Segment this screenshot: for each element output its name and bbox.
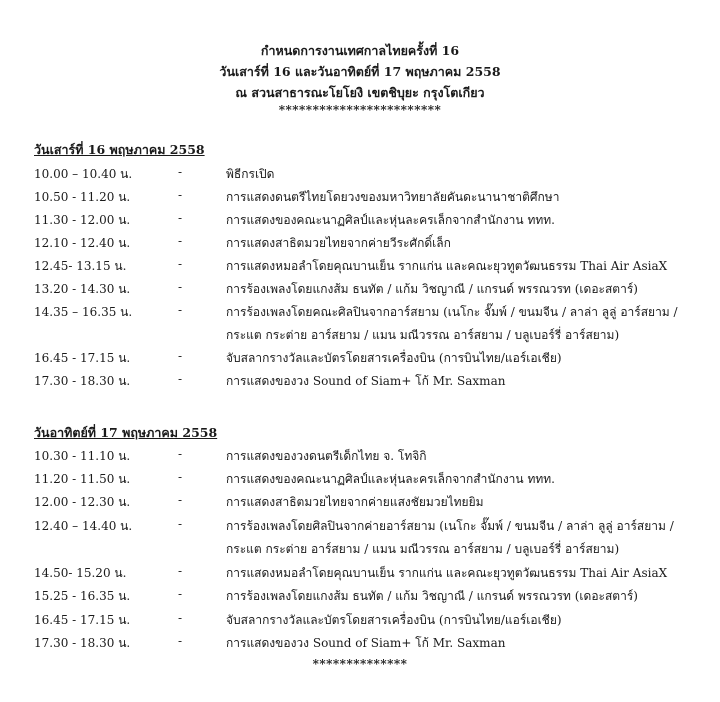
header-separator: ************************: [278, 103, 442, 117]
document-header: [0, 40, 720, 117]
row-time: 10.30 - 11.10 น.: [34, 449, 131, 463]
row-time: 14.35 – 16.35 น.: [34, 305, 133, 319]
row-time: 17.30 - 18.30 น.: [34, 374, 131, 388]
header-venue: ณ สวนสาธารณะโยโยงิ เขตชิบุยะ กรุงโตเกียว: [235, 85, 485, 100]
row-dash: -: [178, 517, 183, 531]
row-dash: -: [178, 611, 183, 625]
row-event: การแสดงดนตรีไทยโดยวงของมหาวิทยาลัยคันดะนานาชาติศึกษา: [226, 190, 560, 204]
schedule-row: [0, 493, 720, 513]
row-time: 12.00 - 12.30 น.: [34, 495, 131, 509]
row-event: การแสดงหมอลำโดยคุณบานเย็น รากแก่น และคณะยุวทูตวัฒนธรรม Thai Air AsiaX: [226, 566, 668, 580]
row-time: 15.25 - 16.35 น.: [34, 589, 131, 603]
row-event: พิธีกรเปิด: [226, 167, 275, 181]
row-event: การแสดงหมอลำโดยคุณบานเย็น รากแก่น และคณะยุวทูตวัฒนธรรม Thai Air AsiaX: [226, 259, 668, 273]
row-event: การแสดงของคณะนาฏศิลป์และหุ่นละครเล็กจากสำนักงาน ททท.: [226, 472, 555, 486]
header-dates: วันเสาร์ที่ 16 และวันอาทิตย์ที่ 17 พฤษภาคม 2558: [219, 64, 501, 79]
footer-separator: **************: [312, 657, 408, 671]
row-dash: -: [178, 493, 183, 507]
row-dash: -: [178, 587, 183, 601]
row-dash: -: [178, 372, 183, 386]
schedule-row: [0, 349, 720, 369]
row-dash: -: [178, 564, 183, 578]
row-event-continued: กระแต กระต่าย อาร์สยาม / แมน มณีวรรณ อาร์สยาม / บลูเบอร์รี่ อาร์สยาม): [226, 328, 620, 342]
row-event: การร้องเพลงโดยแกงส้ม ธนทัต / แก้ม วิชญาณี / แกรนด์ พรรณวรท (เดอะสตาร์): [226, 589, 638, 603]
row-event: การแสดงของวง Sound of Siam+ โก้ Mr. Saxman: [226, 374, 506, 388]
schedule-row: [0, 303, 720, 347]
schedule-row: [0, 587, 720, 607]
row-time: 16.45 - 17.15 น.: [34, 613, 131, 627]
day1-title: วันเสาร์ที่ 16 พฤษภาคม 2558: [34, 142, 205, 157]
row-time: 12.45- 13.15 น.: [34, 259, 127, 273]
row-event: การแสดงของวงดนตรีเด็กไทย จ. โทจิกิ: [226, 449, 427, 463]
row-event: การแสดงสาธิตมวยไทยจากค่ายแสงชัยมวยไทยยิม: [226, 495, 484, 509]
row-dash: -: [178, 188, 183, 202]
schedule-row: [0, 517, 720, 561]
schedule-row: [0, 372, 720, 392]
row-event: การแสดงของวง Sound of Siam+ โก้ Mr. Saxman: [226, 636, 506, 650]
row-time: 12.40 – 14.40 น.: [34, 519, 133, 533]
row-event: การแสดงสาธิตมวยไทยจากค่ายวีระศักดิ์เล็ก: [226, 236, 451, 250]
row-time: 17.30 - 18.30 น.: [34, 636, 131, 650]
row-dash: -: [178, 211, 183, 225]
row-event: การร้องเพลงโดยศิลปินจากค่ายอาร์สยาม (เนโกะ จั๊มพ์ / ขนมจีน / ลาล่า ลูลู่ อาร์สยาม /: [226, 519, 674, 533]
row-dash: -: [178, 234, 183, 248]
row-dash: -: [178, 303, 183, 317]
row-dash: -: [178, 470, 183, 484]
schedule-row: [0, 280, 720, 300]
row-time: 10.50 - 11.20 น.: [34, 190, 131, 204]
schedule-row: [0, 564, 720, 584]
row-time: 14.50- 15.20 น.: [34, 566, 127, 580]
row-dash: -: [178, 349, 183, 363]
row-time: 11.30 - 12.00 น.: [34, 213, 131, 227]
row-dash: -: [178, 634, 183, 648]
row-time: 12.10 - 12.40 น.: [34, 236, 131, 250]
row-dash: -: [178, 280, 183, 294]
row-event: การแสดงของคณะนาฏศิลป์และหุ่นละครเล็กจากสำนักงาน ททท.: [226, 213, 555, 227]
header-title: กำหนดการงานเทศกาลไทยครั้งที่ 16: [260, 43, 460, 58]
row-event: จับสลากรางวัลและบัตรโดยสารเครื่องบิน (การบินไทย/แอร์เอเชีย): [226, 613, 562, 627]
row-time: 10.00 – 10.40 น.: [34, 167, 133, 181]
schedule-row: [0, 188, 720, 208]
row-dash: -: [178, 165, 183, 179]
row-time: 16.45 - 17.15 น.: [34, 351, 131, 365]
row-event: การร้องเพลงโดยแกงส้ม ธนทัต / แก้ม วิชญาณี / แกรนด์ พรรณวรท (เดอะสตาร์): [226, 282, 638, 296]
schedule-row: [0, 634, 720, 654]
schedule-row: [0, 234, 720, 254]
row-event: การร้องเพลงโดยคณะศิลปินจากอาร์สยาม (เนโกะ จั๊มพ์ / ขนมจีน / ลาล่า ลูลู่ อาร์สยาม /: [226, 305, 678, 319]
day2-title: วันอาทิตย์ที่ 17 พฤษภาคม 2558: [34, 425, 218, 440]
schedule-row: [0, 211, 720, 231]
row-time: 13.20 - 14.30 น.: [34, 282, 131, 296]
schedule-row: [0, 470, 720, 490]
schedule-row: [0, 611, 720, 631]
row-dash: -: [178, 447, 183, 461]
row-dash: -: [178, 257, 183, 271]
schedule-row: [0, 257, 720, 277]
row-event-continued: กระแต กระต่าย อาร์สยาม / แมน มณีวรรณ อาร์สยาม / บลูเบอร์รี่ อาร์สยาม): [226, 542, 620, 556]
schedule-row: [0, 447, 720, 467]
schedule-row: [0, 165, 720, 185]
row-event: จับสลากรางวัลและบัตรโดยสารเครื่องบิน (การบินไทย/แอร์เอเชีย): [226, 351, 562, 365]
row-time: 11.20 - 11.50 น.: [34, 472, 131, 486]
